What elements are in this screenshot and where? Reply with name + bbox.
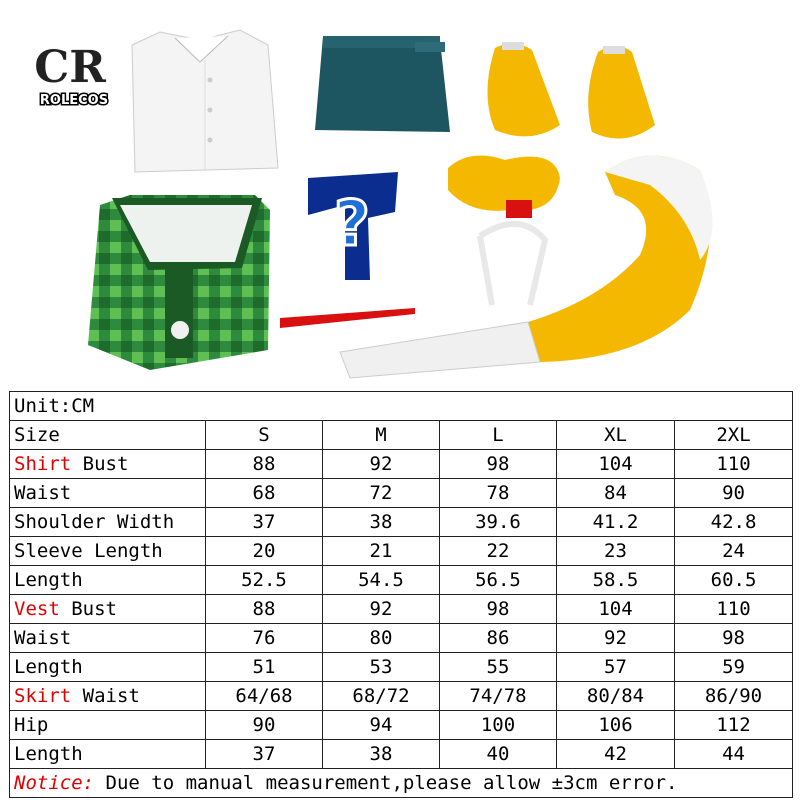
table-cell: 38 xyxy=(323,508,440,537)
table-cell: 54.5 xyxy=(323,566,440,595)
row-label xyxy=(10,653,206,682)
table-cell: 112 xyxy=(675,711,793,740)
table-cell: 86 xyxy=(440,624,557,653)
table-cell: 92 xyxy=(557,624,675,653)
row-label xyxy=(10,740,206,769)
teal-skirt xyxy=(315,36,450,132)
table-cell: 94 xyxy=(323,711,440,740)
row-label xyxy=(10,711,206,740)
table-cell: 56.5 xyxy=(440,566,557,595)
table-cell: 64/68 xyxy=(206,682,323,711)
table-row xyxy=(10,682,793,711)
product-photo xyxy=(0,0,800,392)
table-cell: 80 xyxy=(323,624,440,653)
measure-label: Bust xyxy=(59,598,117,620)
row-label xyxy=(10,566,206,595)
table-cell: 76 xyxy=(206,624,323,653)
measure-label: Sleeve Length xyxy=(14,540,163,562)
measure-label: Waist xyxy=(14,627,72,649)
table-row xyxy=(10,711,793,740)
size-header-label: Size xyxy=(10,421,206,450)
table-cell: 86/90 xyxy=(675,682,793,711)
table-cell: 51 xyxy=(206,653,323,682)
size-chart-table xyxy=(9,391,793,798)
table-cell: 37 xyxy=(206,508,323,537)
header-row xyxy=(10,421,793,450)
table-cell: 88 xyxy=(206,595,323,624)
row-label xyxy=(10,450,206,479)
notice-text: Due to manual measurement,please allow ±3cm error. xyxy=(94,772,678,794)
table-cell: 84 xyxy=(557,479,675,508)
notice-row xyxy=(10,769,793,798)
table-cell: 44 xyxy=(675,740,793,769)
section-label: Skirt xyxy=(14,685,72,707)
measure-label: Length xyxy=(14,743,83,765)
table-row xyxy=(10,508,793,537)
table-cell: 55 xyxy=(440,653,557,682)
yellow-paws xyxy=(488,42,656,139)
table-row xyxy=(10,537,793,566)
table-cell: 42 xyxy=(557,740,675,769)
table-cell: 104 xyxy=(557,595,675,624)
table-cell: 110 xyxy=(675,450,793,479)
table-cell: 57 xyxy=(557,653,675,682)
table-cell: 53 xyxy=(323,653,440,682)
table-cell: 59 xyxy=(675,653,793,682)
section-label: Vest xyxy=(14,598,60,620)
table-cell: 41.2 xyxy=(557,508,675,537)
measure-label: Waist xyxy=(71,685,140,707)
unit-row xyxy=(10,392,793,421)
table-cell: 58.5 xyxy=(557,566,675,595)
white-shirt xyxy=(132,30,278,172)
red-ribbon xyxy=(280,308,415,328)
table-cell: 60.5 xyxy=(675,566,793,595)
headband-bow xyxy=(448,156,560,306)
table-cell: 39.6 xyxy=(440,508,557,537)
table-cell: 40 xyxy=(440,740,557,769)
measure-label: Bust xyxy=(71,453,129,475)
table-cell: 78 xyxy=(440,479,557,508)
logo-monogram: CR xyxy=(34,42,106,93)
table-cell: 72 xyxy=(323,479,440,508)
table-cell: 80/84 xyxy=(557,682,675,711)
measure-label: Length xyxy=(14,656,83,678)
table-row xyxy=(10,595,793,624)
notice-cell xyxy=(10,769,793,798)
measure-label: Shoulder Width xyxy=(14,511,175,533)
table-cell: 98 xyxy=(440,595,557,624)
svg-text:?: ? xyxy=(334,187,370,260)
table-row xyxy=(10,653,793,682)
table-cell: 23 xyxy=(557,537,675,566)
question-mark-badge xyxy=(308,172,398,280)
table-cell: 22 xyxy=(440,537,557,566)
table-cell: 100 xyxy=(440,711,557,740)
table-cell: 74/78 xyxy=(440,682,557,711)
row-label xyxy=(10,595,206,624)
table-row xyxy=(10,624,793,653)
table-row xyxy=(10,566,793,595)
table-cell: 20 xyxy=(206,537,323,566)
table-cell: 37 xyxy=(206,740,323,769)
row-label xyxy=(10,537,206,566)
table-cell: 52.5 xyxy=(206,566,323,595)
table-cell: 38 xyxy=(323,740,440,769)
brand-logo xyxy=(34,42,108,108)
notice-label: Notice: xyxy=(14,772,95,794)
table-cell: 92 xyxy=(323,595,440,624)
table-row xyxy=(10,740,793,769)
row-label xyxy=(10,508,206,537)
table-cell: 98 xyxy=(675,624,793,653)
table-cell: 106 xyxy=(557,711,675,740)
table-cell: 42.8 xyxy=(675,508,793,537)
table-cell: 68/72 xyxy=(323,682,440,711)
table-cell: 21 xyxy=(323,537,440,566)
size-header-m: M xyxy=(323,421,440,450)
unit-label: Unit:CM xyxy=(10,392,793,421)
logo-text: ROLECOS xyxy=(39,93,109,108)
table-cell: 110 xyxy=(675,595,793,624)
size-header-2xl: 2XL xyxy=(675,421,793,450)
row-label xyxy=(10,479,206,508)
table-cell: 92 xyxy=(323,450,440,479)
table-row xyxy=(10,450,793,479)
table-cell: 90 xyxy=(675,479,793,508)
green-checkered-vest xyxy=(88,195,270,370)
row-label xyxy=(10,682,206,711)
row-label xyxy=(10,624,206,653)
table-cell: 68 xyxy=(206,479,323,508)
table-cell: 88 xyxy=(206,450,323,479)
table-cell: 98 xyxy=(440,450,557,479)
section-label: Shirt xyxy=(14,453,72,475)
table-cell: 90 xyxy=(206,711,323,740)
measure-label: Hip xyxy=(14,714,49,736)
table-cell: 24 xyxy=(675,537,793,566)
size-header-s: S xyxy=(206,421,323,450)
size-header-l: L xyxy=(440,421,557,450)
measure-label: Waist xyxy=(14,482,72,504)
table-row xyxy=(10,479,793,508)
measure-label: Length xyxy=(14,569,83,591)
size-header-xl: XL xyxy=(557,421,675,450)
table-cell: 104 xyxy=(557,450,675,479)
